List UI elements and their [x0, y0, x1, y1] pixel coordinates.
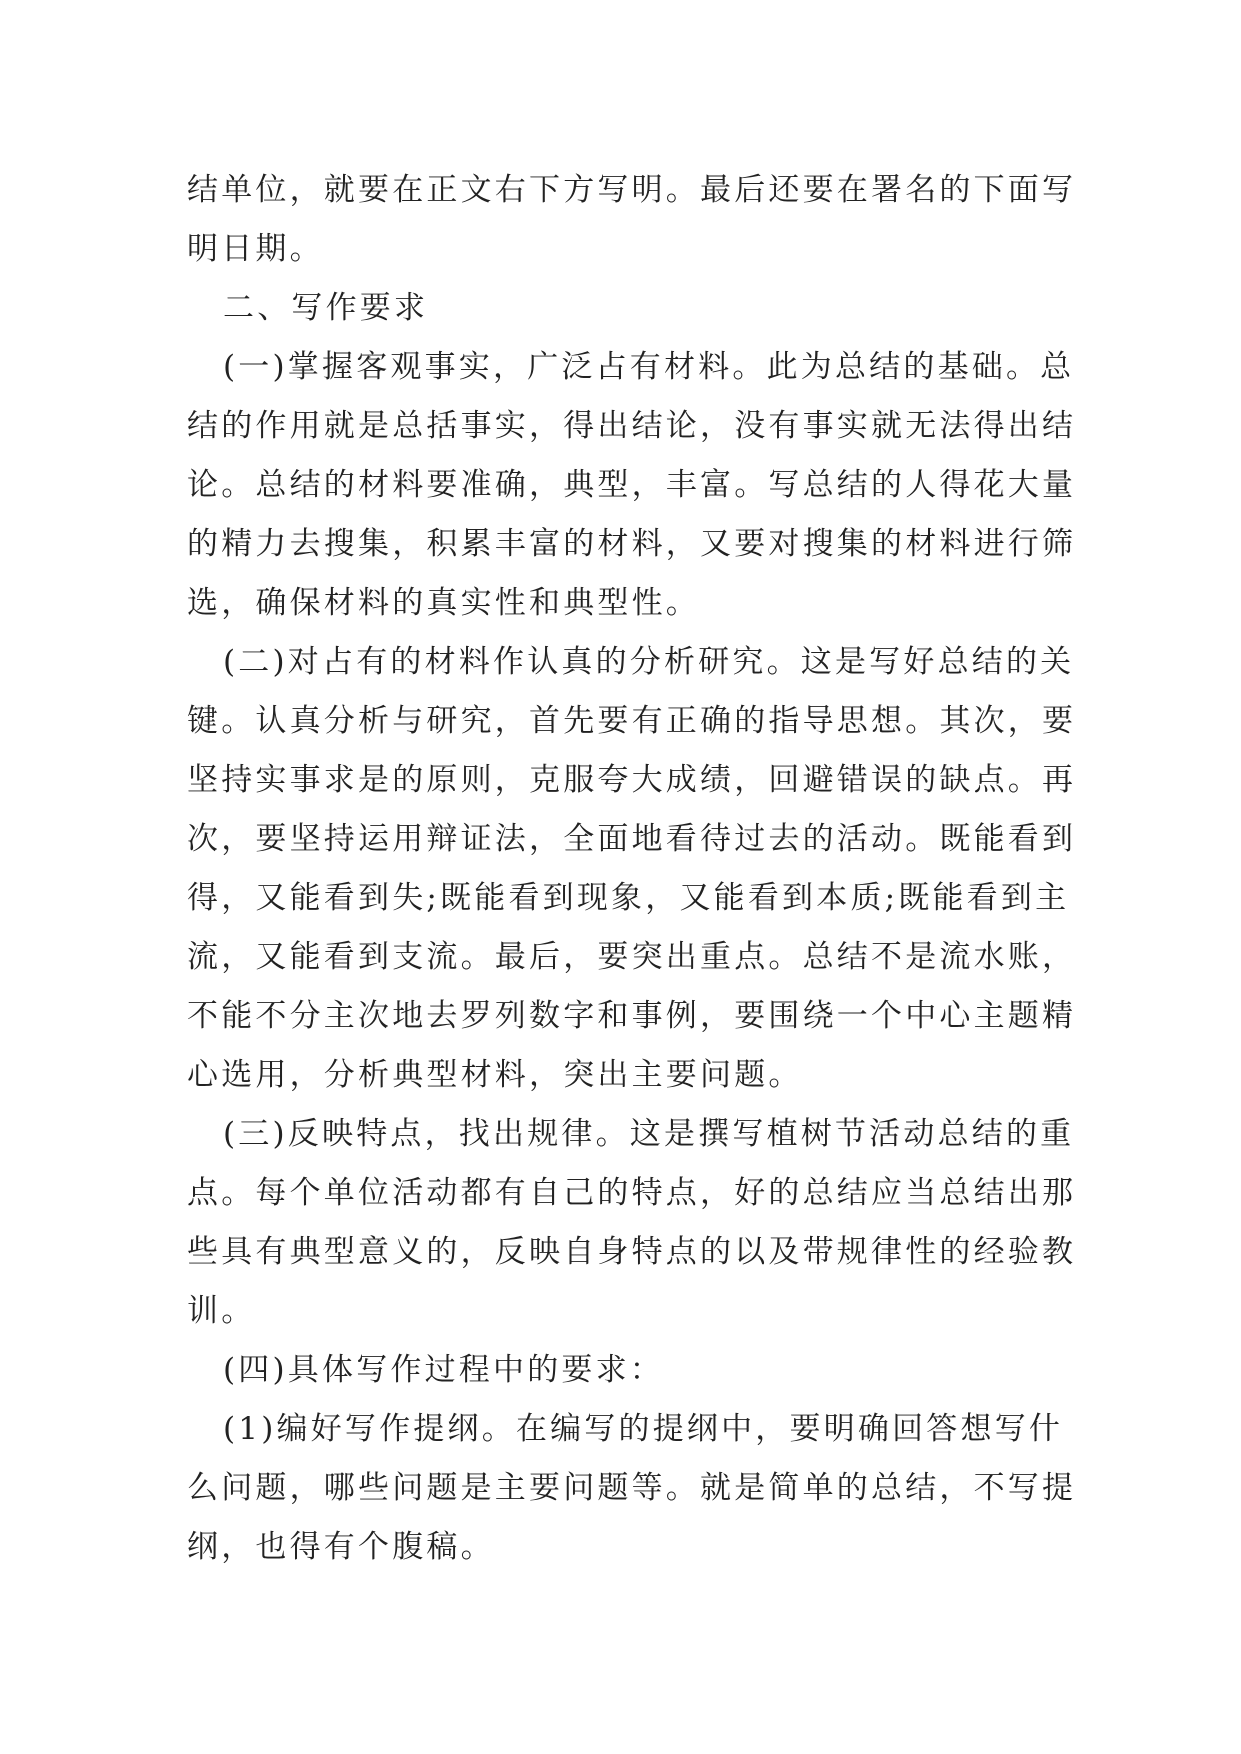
- body-line: 么问题，哪些问题是主要问题等。就是简单的总结，不写提: [187, 1470, 1077, 1506]
- body-line: 流，又能看到支流。最后，要突出重点。总结不是流水账，: [187, 939, 1077, 975]
- body-line: 点。每个单位活动都有自己的特点，好的总结应当总结出那: [187, 1175, 1077, 1211]
- body-line: 论。总结的材料要准确，典型，丰富。写总结的人得花大量: [187, 467, 1077, 503]
- subsection-heading-line: (二)对占有的材料作认真的分析研究。这是写好总结的关: [223, 644, 1075, 680]
- body-line: 明日期。: [187, 231, 324, 267]
- document-body: [187, 161, 1087, 1577]
- subsection-heading-line: (三)反映特点，找出规律。这是撰写植树节活动总结的重: [223, 1116, 1075, 1152]
- body-line: 键。认真分析与研究，首先要有正确的指导思想。其次，要: [187, 703, 1077, 739]
- body-line: 选，确保材料的真实性和典型性。: [187, 585, 700, 621]
- body-line: 纲，也得有个腹稿。: [187, 1529, 495, 1565]
- body-line: 心选用，分析典型材料，突出主要问题。: [187, 1057, 803, 1093]
- body-line: 坚持实事求是的原则，克服夸大成绩，回避错误的缺点。再: [187, 762, 1077, 798]
- body-line: 结单位，就要在正文右下方写明。最后还要在署名的下面写: [187, 172, 1077, 208]
- subsection-heading-line: (一)掌握客观事实，广泛占有材料。此为总结的基础。总: [223, 349, 1075, 385]
- list-item-line: (1)编好写作提纲。在编写的提纲中，要明确回答想写什: [223, 1411, 1064, 1447]
- body-line: 次，要坚持运用辩证法，全面地看待过去的活动。既能看到: [187, 821, 1077, 857]
- body-line: 训。: [187, 1293, 256, 1329]
- body-line: 得，又能看到失;既能看到现象，又能看到本质;既能看到主: [187, 880, 1070, 916]
- subsection-heading-line: (四)具体写作过程中的要求：: [223, 1352, 664, 1388]
- section-heading: 二、写作要求: [223, 290, 429, 326]
- body-line: 的精力去搜集，积累丰富的材料，又要对搜集的材料进行筛: [187, 526, 1077, 562]
- body-line: 结的作用就是总括事实，得出结论，没有事实就无法得出结: [187, 408, 1077, 444]
- body-line: 不能不分主次地去罗列数字和事例，要围绕一个中心主题精: [187, 998, 1077, 1034]
- body-line: 些具有典型意义的，反映自身特点的以及带规律性的经验教: [187, 1234, 1077, 1270]
